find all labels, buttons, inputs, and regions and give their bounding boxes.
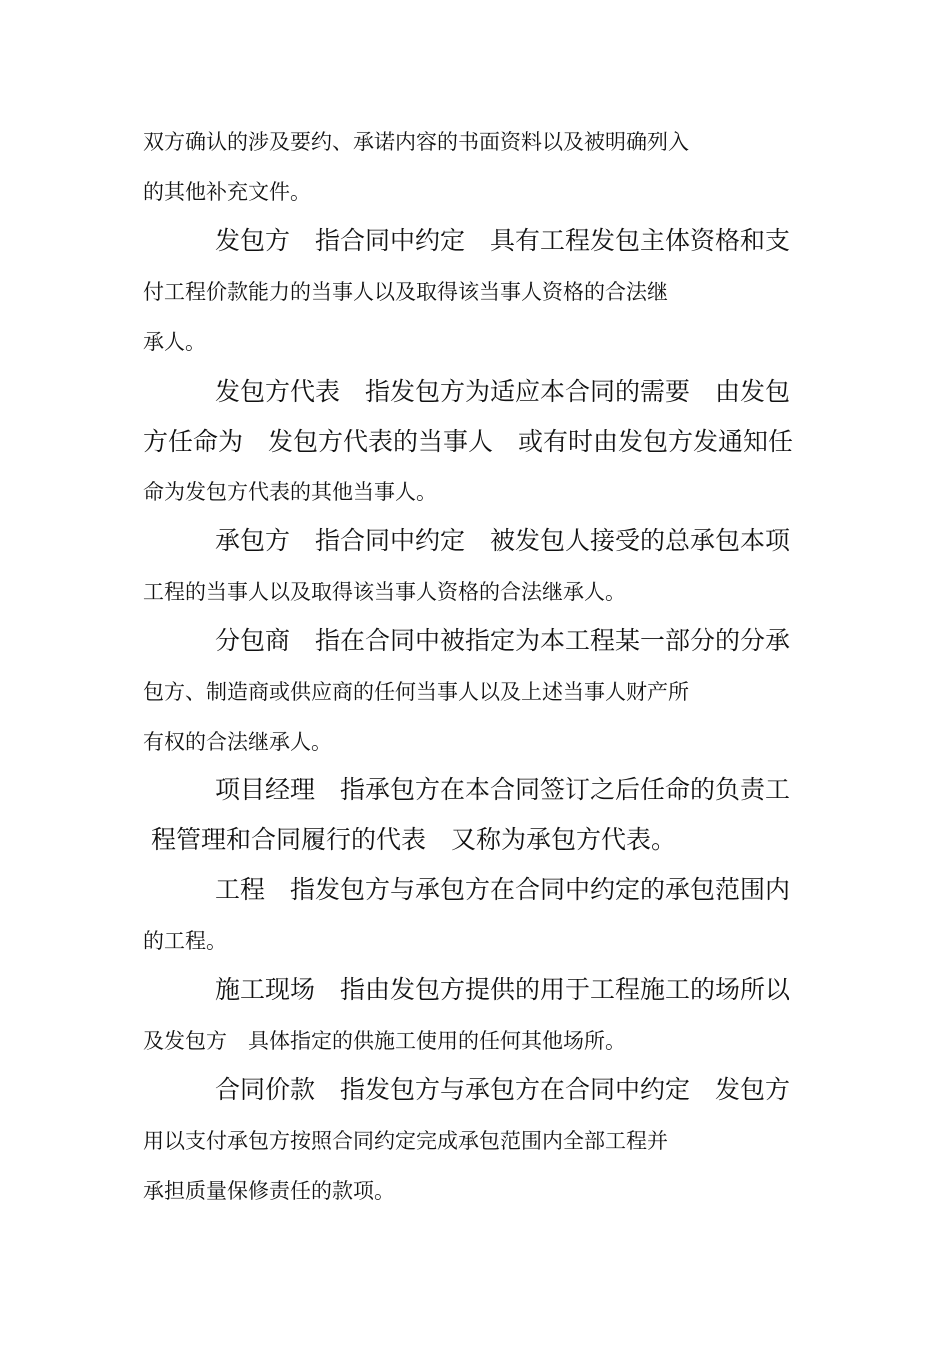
text-line: 方任命为 发包方代表的当事人 或有时由发包方发通知任: [143, 427, 794, 456]
text-line: 包方、制造商或供应商的任何当事人以及上述当事人财产所: [143, 680, 689, 704]
definition-heading-line: 工程 指发包方与承包方在合同中约定的承包范围内: [215, 875, 791, 904]
text-line: 程管理和合同履行的代表 又称为承包方代表。: [143, 825, 676, 854]
text-line: 双方确认的涉及要约、承诺内容的书面资料以及被明确列入: [143, 130, 689, 154]
definition-heading-line: 承包方 指合同中约定 被发包人接受的总承包本项: [215, 526, 791, 555]
definition-heading-line: 发包方代表 指发包方为适应本合同的需要 由发包: [215, 377, 791, 406]
text-line: 的其他补充文件。: [143, 180, 311, 204]
definition-heading-line: 合同价款 指发包方与承包方在合同中约定 发包方: [215, 1075, 791, 1104]
text-line: 用以支付承包方按照合同约定完成承包范围内全部工程并: [143, 1129, 668, 1153]
text-line: 工程的当事人以及取得该当事人资格的合法继承人。: [143, 580, 626, 604]
text-line: 付工程价款能力的当事人以及取得该当事人资格的合法继: [143, 280, 668, 304]
definition-heading-line: 发包方 指合同中约定 具有工程发包主体资格和支: [215, 226, 791, 255]
definition-heading-line: 分包商 指在合同中被指定为本工程某一部分的分承: [215, 626, 791, 655]
text-line: 承担质量保修责任的款项。: [143, 1179, 395, 1203]
text-line: 及发包方 具体指定的供施工使用的任何其他场所。: [143, 1029, 626, 1053]
text-line: 命为发包方代表的其他当事人。: [143, 480, 437, 504]
definition-heading-line: 项目经理 指承包方在本合同签订之后任命的负责工: [215, 775, 791, 804]
text-line: 的工程。: [143, 929, 227, 953]
text-line: 有权的合法继承人。: [143, 730, 332, 754]
definition-heading-line: 施工现场 指由发包方提供的用于工程施工的场所以: [215, 975, 791, 1004]
text-line: 承人。: [143, 330, 206, 354]
